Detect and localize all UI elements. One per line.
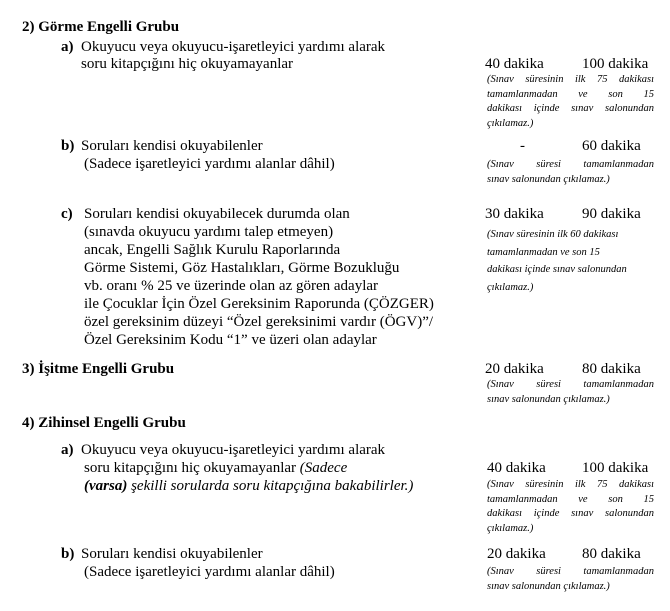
item-text-gorme-c-line: ancak, Engelli Sağlık Kurulu Raporlarında [84, 242, 341, 258]
item-marker-zihinsel-b: b) [61, 546, 75, 562]
section-title-isitme: 3) İşitme Engelli Grubu [22, 361, 175, 377]
item-text-gorme-b-line2: (Sadece işaretleyici yardımı alanlar dâhil) [84, 156, 335, 172]
item-text-gorme-c-line: (sınavda okuyucu yardımı talep etmeyen) [84, 224, 334, 240]
item-text-italic: (Sadece [299, 460, 348, 476]
duration-primary: - [520, 138, 525, 154]
item-text-gorme-b-line1: Soruları kendisi okuyabilenler [81, 138, 263, 154]
duration-total: 100 dakika [582, 56, 649, 72]
item-text-gorme-c-line: Özel Gereksinim Kodu “1” ve üzeri olan adaylar [84, 332, 377, 348]
item-text-gorme-a-line2: soru kitapçığını hiç okuyamayanlar [81, 56, 294, 72]
duration-total: 100 dakika [582, 460, 649, 476]
item-text-zihinsel-b-line1: Soruları kendisi okuyabilenler [81, 546, 263, 562]
duration-primary: 30 dakika [485, 206, 544, 222]
item-text-zihinsel-b-line2: (Sadece işaretleyici yardımı alanlar dâhil) [84, 564, 335, 580]
time-note: (Sınav süresinin ilk 60 dakikası tamamlanmadan ve son 15 dakikası içinde sınav salonundan çıkılamaz.) [487, 229, 627, 293]
duration-total: 60 dakika [582, 138, 641, 154]
duration-primary: 20 dakika [487, 546, 546, 562]
section-title-gorme: 2) Görme Engelli Grubu [22, 19, 180, 35]
section-title-zihinsel: 4) Zihinsel Engelli Grubu [22, 415, 186, 431]
time-note: (Sınav süresi tamamlanmadan sınav salonundan çıkılamaz.) [487, 379, 654, 405]
item-text-gorme-c-line: Görme Sistemi, Göz Hastalıkları, Görme Bozukluğu [84, 260, 400, 276]
duration-total: 80 dakika [582, 361, 641, 377]
item-text-italic: şekilli sorularda soru kitapçığına bakabilirler.) [127, 478, 414, 494]
item-marker-gorme-c: c) [61, 206, 73, 222]
duration-primary: 40 dakika [487, 460, 546, 476]
time-note: (Sınav süresinin ilk 75 dakikası tamamlanmadan ve son 15 dakikası içinde sınav salonundan çıkılamaz.) [487, 479, 654, 534]
duration-total: 80 dakika [582, 546, 641, 562]
item-text-gorme-c-line: ile Çocuklar İçin Özel Gereksinim Raporunda (ÇÖZGER) [84, 296, 434, 312]
item-text-plain: soru kitapçığını hiç okuyamayanlar [84, 460, 300, 476]
item-text-gorme-a-line1: Okuyucu veya okuyucu-işaretleyici yardımı alarak [81, 39, 386, 55]
item-text-zihinsel-a-line2 [84, 459, 347, 477]
item-text-gorme-c-line: vb. oranı % 25 ve üzerinde olan az gören adaylar [84, 278, 379, 294]
item-marker-gorme-a: a) [61, 39, 74, 55]
item-text-bold-italic: (varsa) [84, 478, 128, 494]
item-text-zihinsel-a-line1: Okuyucu veya okuyucu-işaretleyici yardımı alarak [81, 442, 386, 458]
duration-primary: 40 dakika [485, 56, 544, 72]
item-marker-zihinsel-a: a) [61, 442, 74, 458]
item-text-zihinsel-a-line3 [84, 477, 413, 495]
duration-total: 90 dakika [582, 206, 641, 222]
time-note: (Sınav süresi tamamlanmadan sınav salonundan çıkılamaz.) [487, 566, 654, 592]
item-text-gorme-c-line: Soruları kendisi okuyabilecek durumda olan [84, 206, 350, 222]
item-text-gorme-c-line: özel gereksinim düzeyi “Özel gereksinimi vardır (ÖGV)”/ [84, 314, 434, 330]
time-note: (Sınav süresinin ilk 75 dakikası tamamlanmadan ve son 15 dakikası içinde sınav salonundan çıkılamaz.) [487, 74, 654, 129]
time-note: (Sınav süresi tamamlanmadan sınav salonundan çıkılamaz.) [487, 159, 654, 185]
duration-primary: 20 dakika [485, 361, 544, 377]
item-marker-gorme-b: b) [61, 138, 75, 154]
